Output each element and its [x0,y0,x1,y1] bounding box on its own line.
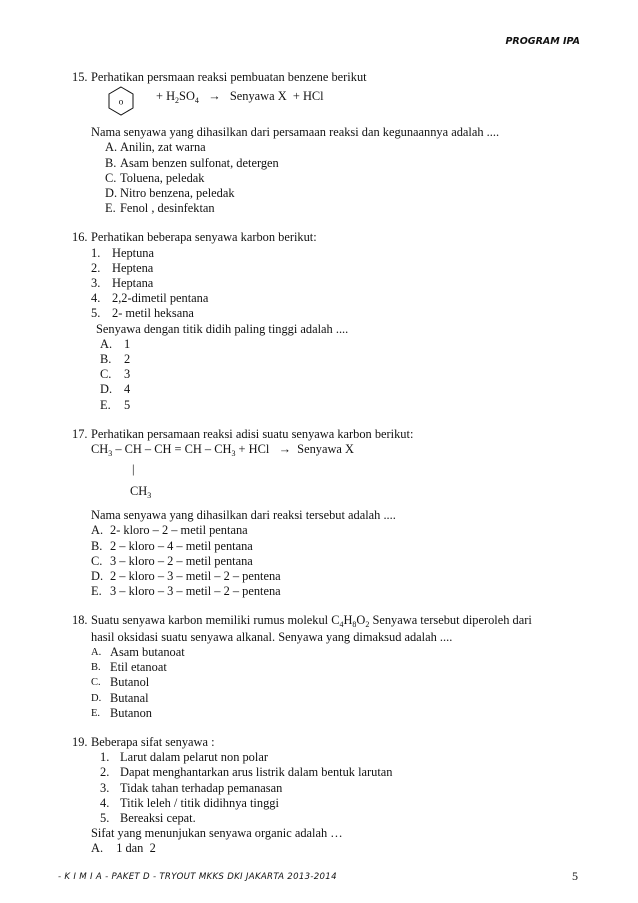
option-text: Anilin, zat warna [120,140,206,155]
item-number: 3. [91,276,101,291]
question-number: 18. [72,613,88,628]
option-e [72,706,592,721]
item-text: 2,2-dimetil pentana [112,291,209,306]
item-text: Titik leleh / titik didihnya tinggi [120,795,279,810]
subscript: 8 [352,620,357,630]
option-text: 4 [124,382,131,397]
item-number: 3. [100,780,110,795]
option-b [72,539,592,554]
option-letter: A. [100,336,113,351]
option-text: Asam benzen sulfonat, detergen [120,155,279,170]
question-prompt: Sifat yang menunjukan senyawa organic adalah … [91,826,343,841]
question-text: Perhatikan persamaan reaksi adisi suatu senyawa karbon berikut: [91,426,414,441]
question-number: 16. [72,230,88,245]
option-text: Asam butanoat [110,644,185,659]
reaction-equation [156,89,324,105]
item-text: Heptana [112,276,154,291]
option-b [72,156,592,171]
question-17 [72,427,592,600]
question-18 [72,613,592,720]
option-c [72,171,592,186]
option-text: Butanon [110,705,152,720]
item-text: Dapat menghantarkan arus listrik dalam bentuk larutan [120,765,393,780]
option-c [72,367,592,382]
option-letter: E. [91,584,102,599]
option-text: 1 dan 2 [110,841,156,856]
question-19 [72,735,592,857]
reagent: + HCl [235,442,270,457]
subscript: 3 [108,449,113,459]
by-product: + HCl [292,89,324,104]
formula-part: CH [91,442,109,457]
option-text: Butanol [110,675,150,690]
question-15-stem [72,70,592,85]
list-item [72,276,592,291]
page-number: 5 [572,869,578,883]
list-item [72,796,592,811]
item-text: Bereaksi cepat. [120,810,196,825]
option-a [72,645,592,660]
item-text: Heptuna [112,245,154,260]
option-letter: D. [100,382,113,397]
option-text: Nitro benzena, peledak [120,186,235,201]
option-e [72,201,592,216]
option-letter: B. [100,352,112,367]
option-d [72,569,592,584]
option-d [72,186,592,201]
option-text: 2 – kloro – 3 – metil – 2 – pentena [110,569,281,584]
option-text: 3 – kloro – 2 – metil pentana [110,553,253,568]
question-17-stem [72,427,592,442]
item-text: Tidak tahan terhadap pemanasan [120,780,283,795]
question-prompt: Nama senyawa yang dihasilkan dari persamaan reaksi dan kegunaannya adalah .... [91,125,500,140]
list-item [72,765,592,780]
question-text: Senyawa tersebut diperoleh dari [369,613,532,628]
branch-bond: | [132,462,135,477]
question-prompt: Senyawa dengan titik didih paling tinggi adalah .... [96,321,349,336]
item-number: 2. [91,260,101,275]
item-number: 5. [91,306,101,321]
formula-part: O [356,613,366,628]
reagent: SO [179,89,195,104]
benzene-ring-icon [106,85,136,117]
item-number: 2. [100,765,110,780]
question-prompt: Nama senyawa yang dihasilkan dari reaksi tersebut adalah .... [91,508,396,523]
option-text: Fenol , desinfektan [120,201,215,216]
methyl-branch [72,458,592,508]
list-item [72,261,592,276]
option-text: Etil etanoat [110,660,167,675]
item-number: 4. [100,795,110,810]
option-a [72,337,592,352]
question-text: Suatu senyawa karbon memiliki rumus molekul C [91,613,340,628]
option-letter: D. [91,569,104,584]
subscript: 4 [339,620,344,630]
option-d [72,382,592,397]
question-number: 17. [72,426,88,441]
question-16-stem [72,230,592,245]
option-letter: A. [91,523,104,538]
option-text: Toluena, peledak [120,170,205,185]
option-b [72,352,592,367]
option-text: 2 [124,352,131,367]
option-letter: C. [100,367,112,382]
formula-part: CH [130,484,148,499]
formula-part: H [343,613,353,628]
subscript: 2 [365,620,370,630]
option-text: 2 – kloro – 4 – metil pentana [110,538,253,553]
branch-group [130,484,151,500]
subscript: 4 [194,96,199,106]
subscript: 3 [147,491,152,501]
footer-text: - K I M I A - PAKET D - TRYOUT MKKS DKI JAKARTA 2013-2014 [58,872,337,882]
list-item [72,306,592,321]
question-text: Perhatikan persmaan reaksi pembuatan benzene berikut [91,70,367,84]
benzene-label: o [118,96,124,107]
item-number: 4. [91,291,101,306]
list-item [72,781,592,796]
subscript: 2 [175,96,180,106]
reagent: + H [156,89,176,104]
option-letter: B. [91,538,103,553]
option-text: 3 [124,367,131,382]
product: Senyawa X [297,442,354,457]
item-number: 5. [100,810,110,825]
option-letter: A. [91,646,102,658]
option-c [72,554,592,569]
question-19-stem [72,735,592,750]
option-a [72,140,592,155]
option-letter: C. [91,677,101,689]
option-text: 2- kloro – 2 – metil pentana [110,523,248,538]
option-text: Butanal [110,690,149,705]
reaction-equation [72,442,592,458]
option-letter: E. [100,397,111,412]
question-16 [72,230,592,412]
question-text: Beberapa sifat senyawa : [91,734,215,749]
option-letter: A. [91,841,104,856]
option-text: 1 [124,336,131,351]
list-item [72,811,592,826]
option-a [72,841,592,856]
option-a [72,523,592,538]
option-letter: B. [105,155,117,170]
question-text-line2: hasil oksidasi suatu senyawa alkanal. Senyawa yang dimaksud adalah .... [91,629,453,644]
question-number: 19. [72,734,88,749]
option-letter: C. [105,170,117,185]
list-item [72,246,592,261]
item-text: Heptena [112,260,154,275]
option-letter: A. [105,140,118,155]
option-d [72,691,592,706]
option-letter: E. [105,201,116,216]
item-number: 1. [100,750,110,765]
option-letter: C. [91,553,103,568]
option-letter: E. [91,707,101,719]
question-15 [72,70,592,216]
option-c [72,675,592,690]
subscript: 3 [231,449,236,459]
product: Senyawa X [229,89,287,104]
option-b [72,660,592,675]
arrow-icon: → [208,89,221,104]
exam-content [72,70,592,857]
question-number: 15. [72,70,88,84]
question-text: Perhatikan beberapa senyawa karbon berikut: [91,230,317,245]
list-item [72,291,592,306]
item-text: 2- metil heksana [112,306,194,321]
arrow-icon: → [278,442,291,457]
option-letter: B. [91,662,101,674]
item-number: 1. [91,245,101,260]
option-letter: D. [91,692,102,704]
option-e [72,584,592,599]
item-text: Larut dalam pelarut non polar [120,750,268,765]
option-e [72,398,592,413]
question-18-stem [72,613,592,629]
option-text: 5 [124,397,131,412]
benzene-reaction [72,85,592,125]
option-text: 3 – kloro – 3 – metil – 2 – pentena [110,584,281,599]
formula-part: – CH – CH = CH – CH [112,442,232,457]
option-letter: D. [105,186,118,201]
list-item [72,750,592,765]
program-header: PROGRAM IPA [505,36,580,47]
